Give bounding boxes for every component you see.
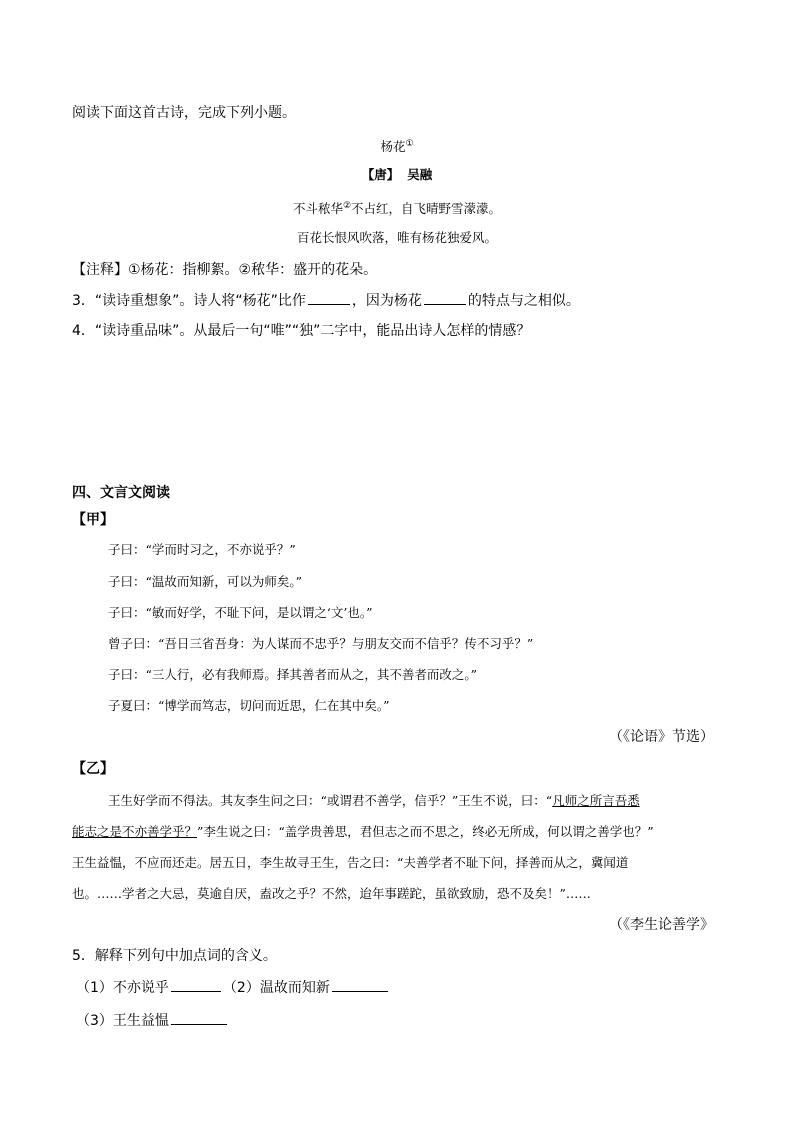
poem-line-1-a: 不斗秾华 (292, 201, 343, 217)
jia-line: 子曰：“三人行，必有我师焉。择其善者而从之，其不善者而改之。” (108, 667, 478, 682)
yi-source: （《李生论善学》 (609, 917, 714, 933)
answer-blank-3a[interactable] (308, 290, 350, 305)
yi-paragraph-line-1 (108, 791, 640, 811)
poem-line-1-b: 不占红，自飞晴野雪濛濛。 (351, 201, 502, 217)
jia-line: 子曰：“敏而好学，不耻下问，是以谓之‘文’也。” (108, 605, 373, 620)
question-5-item: （1）不亦说乎 (76, 980, 169, 996)
poem-notes: 【注释】①杨花：指柳絮。②秾华：盛开的花朵。 (72, 262, 378, 278)
poem-line-1-note-mark: ② (342, 201, 352, 211)
answer-blank-3b[interactable] (424, 290, 466, 305)
jia-line: 子曰：“学而时习之，不亦说乎？” (108, 542, 296, 557)
question-3-c: 的特点与之相似。 (467, 293, 580, 309)
question-5-row-2 (76, 1010, 229, 1031)
poem-dynasty: 【唐】 (361, 167, 400, 182)
question-4: 4．“读诗重品味”。从最后一句“唯”“独”二字中，能品出诗人怎样的情感？ (72, 323, 531, 339)
yi-paragraph-line-2 (72, 822, 654, 842)
answer-blank-5-3[interactable] (171, 1010, 227, 1025)
question-5-row-1 (76, 977, 390, 998)
answer-blank-5-2[interactable] (332, 977, 388, 992)
jia-source: （《论语》节选） (609, 729, 714, 745)
poem-title-note-mark: ① (405, 139, 414, 149)
question-5: 5．解释下列句中加点词的含义。 (72, 948, 277, 964)
poem-intro: 阅读下面这首古诗，完成下列小题。 (72, 105, 296, 121)
yi-text: ”李生说之曰：“盖学贵善思，君但志之而不思之，终必无所成，何以谓之善学也？” (197, 824, 654, 839)
poem-line-2: 百花长恨风吹落，唯有杨花独爱风。 (296, 230, 497, 245)
question-3-a: 3．“读诗重想象”。诗人将“杨花”比作 (72, 293, 306, 309)
jia-label: 【甲】 (72, 512, 114, 528)
jia-line: 子夏曰：“博学而笃志，切问而近思，仁在其中矣。” (108, 698, 390, 713)
poem-line-1 (0, 196, 794, 219)
jia-line: 曾子曰：“吾日三省吾身：为人谋而不忠乎？与朋友交而不信乎？传不习乎？” (108, 636, 534, 651)
jia-line: 子曰：“温故而知新，可以为师矣。” (108, 574, 303, 589)
yi-label: 【乙】 (72, 761, 114, 777)
yi-text: 王生好学而不得法。其友李生问之曰：“或谓君不善学，信乎？”王生不说，曰：“ (108, 793, 553, 808)
yi-paragraph-line-3: 王生益愠，不应而还走。居五日，李生故寻王生，告之曰：“夫善学者不耻下问，择善而从之，冀闻道 (72, 855, 629, 870)
section-title: 四、文言文阅读 (72, 485, 170, 501)
poem-title (0, 134, 794, 157)
question-5-item: （2）温故而知新 (222, 980, 330, 996)
yi-paragraph-line-4: 也。……学者之大忌，莫逾自厌，盍改之乎？不然，迨年事蹉跎，虽欲致励，恐不及矣！”…… (72, 886, 591, 901)
poem-title-text: 杨花 (380, 139, 406, 155)
question-5-item: （3）王生益愠 (76, 1013, 169, 1029)
question-3-b: ，因为杨花 (351, 293, 422, 309)
question-3 (72, 290, 580, 311)
poem-author (0, 165, 794, 185)
yi-underlined-sentence: 能志之是不亦善学乎？ (72, 824, 198, 839)
poem-author-name: 吴融 (407, 167, 433, 182)
answer-blank-5-1[interactable] (171, 977, 221, 992)
yi-underlined-sentence: 凡师之所言吾悉 (552, 793, 640, 808)
